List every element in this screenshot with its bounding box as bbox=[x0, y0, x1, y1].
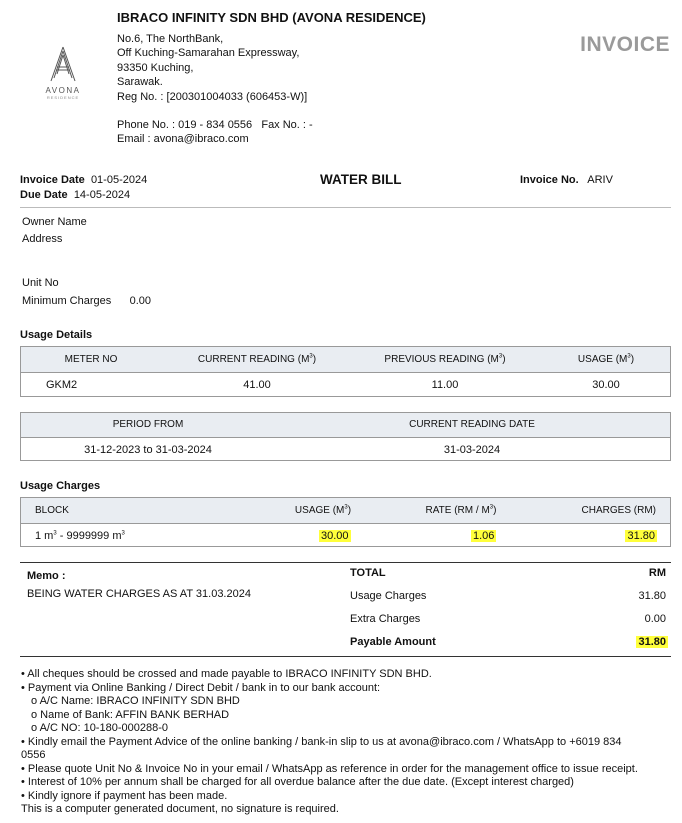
unit-no-label: Unit No bbox=[22, 277, 59, 289]
memo-label: Memo : bbox=[27, 570, 66, 582]
usage-charges-label: Usage Charges bbox=[350, 590, 427, 602]
min-charges-value: 0.00 bbox=[129, 295, 152, 307]
owner-name-label: Owner Name bbox=[22, 216, 87, 228]
currency-label: RM bbox=[648, 567, 666, 579]
contact-line bbox=[117, 118, 313, 132]
current-reading: 41.00 bbox=[243, 379, 271, 391]
invoice-date-label: Invoice Date bbox=[20, 174, 85, 186]
table-row bbox=[21, 524, 670, 548]
note-line: • Interest of 10% per annum shall be charged for all overdue balance after the due date. (Except interest charged) bbox=[21, 776, 574, 788]
note-line: o Name of Bank: AFFIN BANK BERHAD bbox=[31, 708, 230, 721]
address-line: No.6, The NorthBank, bbox=[117, 33, 224, 45]
note-line: • Kindly ignore if payment has been made. bbox=[21, 789, 228, 802]
avona-logo-icon bbox=[49, 46, 77, 82]
company-address bbox=[117, 32, 313, 147]
fax-no: Fax No. : - bbox=[261, 119, 313, 132]
invoice-no: ARIV bbox=[587, 174, 613, 186]
min-charges-row bbox=[22, 295, 151, 307]
col-header-meter-no: METER NO bbox=[64, 354, 118, 365]
payable-amount: 31.80 bbox=[638, 636, 666, 648]
note-line: • Please quote Unit No & Invoice No in your email / WhatsApp as reference in order for the management office to issue receipt. bbox=[21, 762, 638, 775]
payable-amount-label: Payable Amount bbox=[350, 636, 436, 648]
usage-value: 30.00 bbox=[592, 379, 620, 391]
extra-charges-label: Extra Charges bbox=[350, 613, 421, 625]
note-line: • Payment via Online Banking / Direct Debit / bank in to our bank account: bbox=[21, 681, 381, 694]
divider bbox=[20, 207, 671, 208]
logo-text: AVONA bbox=[45, 86, 81, 95]
col-header-period-from: PERIOD FROM bbox=[112, 419, 184, 430]
table-header bbox=[21, 347, 670, 373]
note-line: o A/C NO: 10-180-000288-0 bbox=[31, 722, 168, 734]
note-line: • All cheques should be crossed and made payable to IBRACO INFINITY SDN BHD. bbox=[21, 668, 432, 680]
total-label: TOTAL bbox=[350, 567, 386, 579]
col-header-previous-reading: PREVIOUS READING $(M^3)$ bbox=[384, 353, 506, 365]
due-date: 14-05-2024 bbox=[73, 189, 131, 201]
col-header-charges: CHARGES (RM) bbox=[581, 505, 656, 516]
reg-no: Reg No. : [200301004033 (606453-W)] bbox=[117, 90, 308, 103]
usage-charges-amount: 31.80 bbox=[627, 530, 655, 542]
email: Email : avona@ibraco.com bbox=[117, 133, 249, 146]
usage-charges-table bbox=[20, 497, 671, 547]
table-row bbox=[21, 438, 670, 462]
due-date-label: Due Date bbox=[20, 189, 68, 201]
extra-charges-total: 0.00 bbox=[644, 613, 666, 625]
col-header-block: BLOCK bbox=[35, 505, 69, 516]
min-charges-label: Minimum Charges bbox=[22, 295, 112, 307]
table-header bbox=[21, 498, 670, 524]
address-line: Off Kuching-Samarahan Expressway, bbox=[117, 47, 300, 60]
col-header-rate: RATE $(RM / M^3)$ bbox=[425, 504, 497, 516]
usage-charges-usage: 30.00 bbox=[321, 530, 349, 542]
note-line: • Kindly email the Payment Advice of the online banking / bank-in slip to us at avona@ibraco.com / WhatsApp to +6019 834 bbox=[21, 735, 622, 748]
company-logo bbox=[38, 46, 88, 100]
col-header-current-reading: CURRENT READING $(M^3)$ bbox=[197, 353, 317, 365]
invoice-date: 01-05-2024 bbox=[90, 174, 148, 186]
period-table bbox=[20, 412, 671, 461]
block-range: 1 $m^3 - 9999999$ $m^3$ bbox=[35, 530, 125, 542]
usage-charges-title: Usage Charges bbox=[20, 480, 101, 492]
usage-charges-total: 31.80 bbox=[638, 590, 666, 602]
current-reading-date: 31-03-2024 bbox=[443, 444, 501, 456]
invoice-no-row bbox=[520, 174, 613, 186]
previous-reading: 11.00 bbox=[431, 379, 459, 391]
col-header-current-reading-date: CURRENT READING DATE bbox=[409, 419, 535, 430]
address-label: Address bbox=[22, 233, 63, 245]
payment-notes bbox=[21, 668, 671, 817]
note-line: o A/C Name: IBRACO INFINITY SDN BHD bbox=[31, 695, 240, 707]
usage-details-title: Usage Details bbox=[20, 329, 93, 341]
address-line: 93350 Kuching, bbox=[117, 61, 194, 74]
invoice-no-label: Invoice No. bbox=[520, 174, 579, 186]
note-line: This is a computer generated document, no signature is required. bbox=[21, 803, 339, 815]
company-name: IBRACO INFINITY SDN BHD (AVONA RESIDENCE) bbox=[117, 10, 426, 25]
phone-no: Phone No. : 019 - 834 0556 bbox=[117, 119, 253, 132]
table-header bbox=[21, 413, 670, 438]
bill-title: WATER BILL bbox=[320, 172, 402, 187]
usage-details-table bbox=[20, 346, 671, 397]
invoice-date-row bbox=[20, 174, 147, 186]
document-title: INVOICE bbox=[580, 33, 670, 56]
memo-totals-section bbox=[20, 562, 671, 657]
note-line: 0556 bbox=[21, 749, 46, 761]
table-row bbox=[21, 373, 670, 398]
col-header-usage: USAGE $(M^3)$ bbox=[294, 504, 352, 516]
memo-text: BEING WATER CHARGES AS AT 31.03.2024 bbox=[27, 588, 251, 600]
col-header-usage: USAGE $(M^3)$ bbox=[577, 353, 635, 365]
usage-charges-rate: 1.06 bbox=[473, 530, 495, 542]
logo-subtext: RESIDENCE bbox=[46, 95, 80, 100]
meter-no: GKM2 bbox=[46, 379, 78, 391]
address-line: Sarawak. bbox=[117, 76, 163, 89]
period-range: 31-12-2023 to 31-03-2024 bbox=[84, 444, 212, 456]
due-date-row bbox=[20, 189, 130, 201]
